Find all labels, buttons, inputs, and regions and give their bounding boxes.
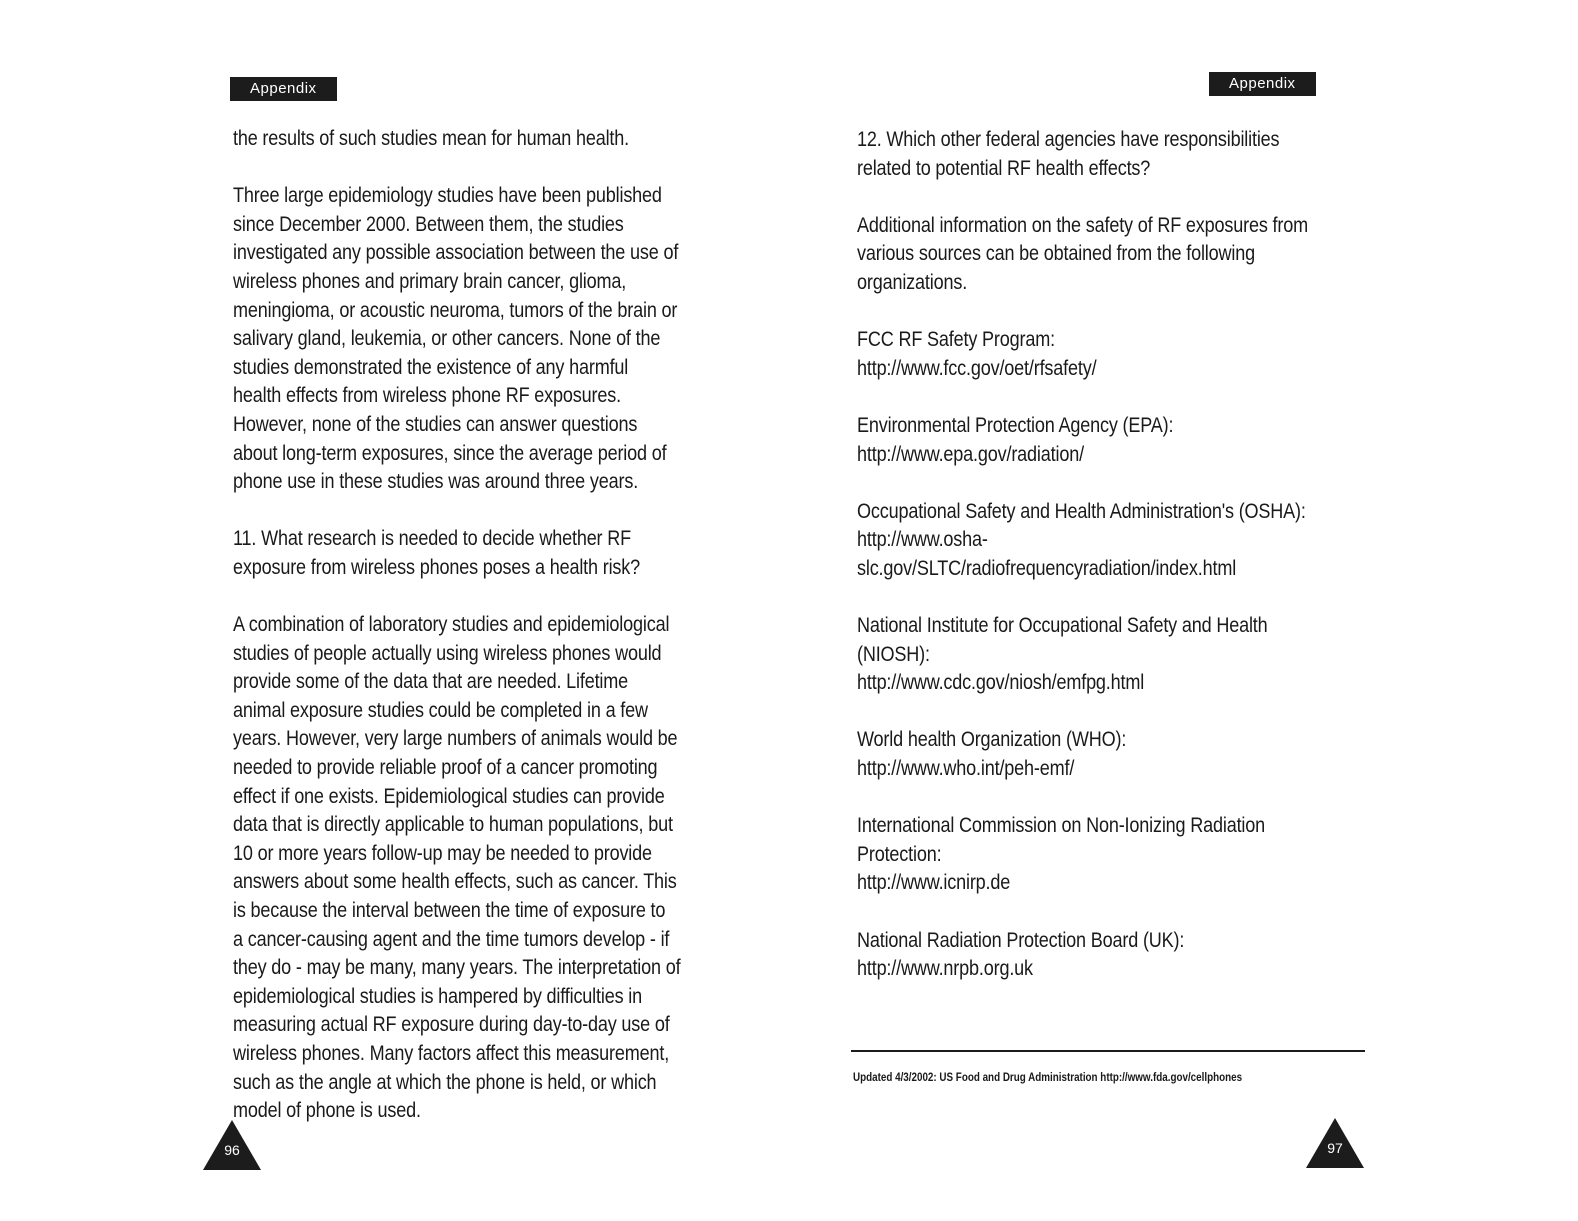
appendix-header-tag: Appendix [230,77,337,101]
page-number: 96 [224,1142,240,1158]
paragraph: Three large epidemiology studies have been published since December 2000. Between them, the studies investigated any possible association between the use of wireless phones and primary brain cancer, glioma, meningioma, or acoustic neuroma, tumors of the brain or salivary gland, leukemia, or other cancers. None of the studies demonstrated the existence of any harmful health effects from wireless phone RF exposures. However, none of the studies can answer questions about long-term exposures, since the average period of phone use in these studies was around three years. [233,184,679,494]
question-heading: 11. What research is needed to decide whether RF exposure from wireless phones poses a health risk? [233,527,640,579]
organization-entry: International Commission on Non-Ionizing Radiation Protection: http://www.icnirp.de [857,814,1266,895]
right-page-body [857,126,1373,1012]
paragraph: the results of such studies mean for human health. [233,127,629,150]
organization-entry: Environmental Protection Agency (EPA): http://www.epa.gov/radiation/ [857,413,1174,466]
page-number-badge [203,1120,261,1170]
appendix-header-tag: Appendix [1209,72,1316,96]
organization-entry: National Radiation Protection Board (UK): http://www.nrpb.org.uk [857,928,1185,981]
organization-entry: FCC RF Safety Program: http://www.fcc.gov/oet/rfsafety/ [857,328,1097,380]
right-page [789,0,1578,1221]
footnote: Updated 4/3/2002: US Food and Drug Administration http://www.fda.gov/cellphones [853,1070,1243,1084]
paragraph: Additional information on the safety of RF exposures from various sources can be obtained from the following organizations. [857,213,1308,294]
paragraph: A combination of laboratory studies and epidemiological studies of people actually using wireless phones would provide some of the data that are needed. Lifetime animal exposure studies could be completed in a few years. However, very large numbers of animals would be needed to provide reliable proof of a cancer promoting effect if one exists. Epidemiological studies can provide data that is directly applicable to human populations, but 10 or more years follow-up may be needed to provide answers about some health effects, such as cancer. This is because the interval between the time of exposure to a cancer-causing agent and the time tumors develop - if they do - may be many, many years. The interpretation of epidemiological studies is hampered by difficulties in measuring actual RF exposure during day-to-day use of wireless phones. Many factors affect this measurement, such as the angle at which the phone is held, or which model of phone is used. [233,613,681,1123]
footnote-divider [851,1050,1365,1052]
page-number-badge [1306,1118,1364,1168]
question-heading: 12. Which other federal agencies have responsibilities related to potential RF health effects? [857,128,1280,180]
page-number: 97 [1327,1140,1343,1156]
organization-entry: National Institute for Occupational Safety and Health (NIOSH): http://www.cdc.gov/niosh/emfpg.html [857,614,1268,695]
organization-entry: Occupational Safety and Health Administration's (OSHA): http://www.osha- slc.gov/SLTC/radiofrequencyradiation/index.html [857,499,1306,580]
left-page-body [233,125,732,1154]
organization-entry: World health Organization (WHO): http://www.who.int/peh-emf/ [857,728,1127,781]
